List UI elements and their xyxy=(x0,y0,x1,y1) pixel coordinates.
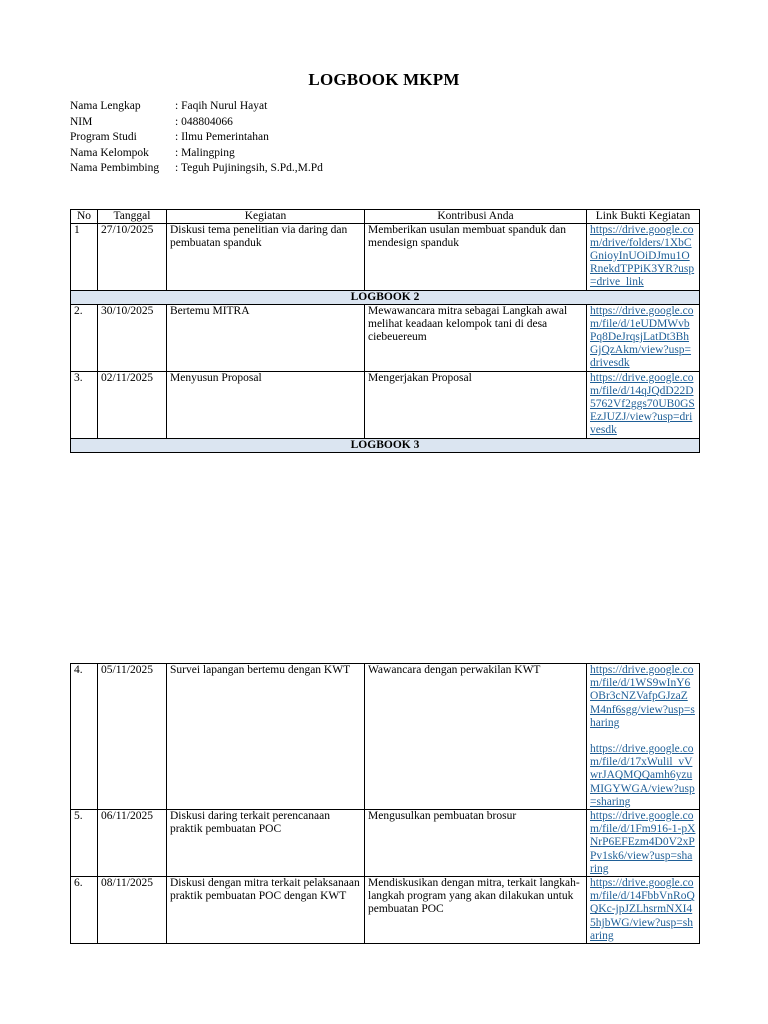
evidence-link[interactable]: https://drive.google.com/file/d/1WS9wInY6OBr3cNZVafpGJzaZM4nf6sgg/view?usp=sharing xyxy=(590,664,695,729)
cell-kegiatan: Diskusi tema penelitian via daring dan pembuatan spanduk xyxy=(167,223,365,290)
table-header-row xyxy=(71,210,700,224)
cell-tanggal: 05/11/2025 xyxy=(98,664,167,810)
evidence-link[interactable]: https://drive.google.com/file/d/17xWulil_vVwrJAQMQQamh6yzuMIGYWGA/view?usp=sharing xyxy=(590,743,695,808)
info-label: Nama Kelompok xyxy=(70,146,149,159)
info-row-advisor xyxy=(70,161,323,177)
cell-link xyxy=(587,664,700,810)
section-row xyxy=(71,438,700,452)
evidence-link[interactable]: https://drive.google.com/file/d/1Fm916-1-pXNrP6EFEzm4D0V2xPPv1sk6/view?usp=sharing xyxy=(590,810,696,875)
table-row xyxy=(71,304,700,371)
info-value: : Teguh Pujiningsih, S.Pd.,M.Pd xyxy=(175,162,323,175)
link-spacer xyxy=(590,730,696,743)
cell-no: 5. xyxy=(71,810,98,877)
cell-no: 1 xyxy=(71,223,98,290)
cell-tanggal: 08/11/2025 xyxy=(98,877,167,944)
cell-no: 4. xyxy=(71,664,98,810)
cell-tanggal: 02/11/2025 xyxy=(98,371,167,438)
info-label: Nama Lengkap xyxy=(70,100,141,112)
table-row xyxy=(71,371,700,438)
table-row xyxy=(71,664,700,810)
cell-link xyxy=(587,304,700,371)
evidence-link[interactable]: https://drive.google.com/file/d/1eUDMWvbPq8DeJrqsjLatDt3BhGjQzAkm/view?usp=drivesdk xyxy=(590,304,694,370)
document-title: LOGBOOK MKPM xyxy=(308,70,460,89)
section-label: LOGBOOK 3 xyxy=(71,438,700,452)
cell-kontribusi: Mengusulkan pembuatan brosur xyxy=(365,810,587,877)
info-value: : 048804066 xyxy=(175,115,233,128)
cell-kontribusi: Mendiskusikan dengan mitra, terkait langkah-langkah program yang akan dilakukan untuk pembuatan POC xyxy=(365,877,587,944)
cell-kontribusi: Memberikan usulan membuat spanduk dan mendesign spanduk xyxy=(365,223,587,290)
cell-kontribusi: Wawancara dengan perwakilan KWT xyxy=(365,664,587,810)
cell-no: 3. xyxy=(71,371,98,438)
cell-kontribusi: Mewawancara mitra sebagai Langkah awal melihat keadaan kelompok tani di desa ciebeuereum xyxy=(365,304,587,371)
cell-no: 2. xyxy=(71,304,98,371)
header-kegiatan: Kegiatan xyxy=(167,210,365,224)
info-label: NIM xyxy=(70,115,93,128)
table-row xyxy=(71,877,700,944)
info-label: Nama Pembimbing xyxy=(70,162,160,175)
evidence-link[interactable]: https://drive.google.com/drive/folders/1XbCGnioyInUOiDJmu1ORnekdTPPiK3YR?usp=drive_link xyxy=(590,223,695,289)
cell-no: 6. xyxy=(71,877,98,944)
cell-kegiatan: Diskusi dengan mitra terkait pelaksanaan praktik pembuatan POC dengan KWT xyxy=(167,877,365,944)
header-link: Link Bukti Kegiatan xyxy=(587,210,700,224)
info-value: : Malingping xyxy=(175,146,235,159)
cell-link xyxy=(587,877,700,944)
info-label: Program Studi xyxy=(70,131,137,144)
cell-tanggal: 06/11/2025 xyxy=(98,810,167,877)
info-row-name xyxy=(70,99,323,115)
header-tanggal: Tanggal xyxy=(98,210,167,224)
table-row xyxy=(71,810,700,877)
cell-kegiatan: Survei lapangan bertemu dengan KWT xyxy=(167,664,365,810)
cell-kegiatan: Bertemu MITRA xyxy=(167,304,365,371)
evidence-link[interactable]: https://drive.google.com/file/d/14qJQdD22D5762Vf2ggs70UB0GSEzJUZJ/view?usp=drivesdk xyxy=(590,371,695,437)
info-row-group xyxy=(70,146,323,162)
student-info xyxy=(70,99,323,177)
info-row-nim xyxy=(70,115,323,131)
info-value: : Faqih Nurul Hayat xyxy=(175,100,268,112)
cell-link xyxy=(587,223,700,290)
header-kontribusi: Kontribusi Anda xyxy=(365,210,587,224)
info-value: : Ilmu Pemerintahan xyxy=(175,131,269,144)
cell-link xyxy=(587,810,700,877)
table-row xyxy=(71,223,700,290)
cell-tanggal: 30/10/2025 xyxy=(98,304,167,371)
cell-kegiatan: Diskusi daring terkait perencanaan praktik pembuatan POC xyxy=(167,810,365,877)
info-row-program xyxy=(70,130,323,146)
cell-tanggal: 27/10/2025 xyxy=(98,223,167,290)
section-label: LOGBOOK 2 xyxy=(71,290,700,304)
section-row xyxy=(71,290,700,304)
logbook-table-continued xyxy=(70,663,700,944)
header-no: No xyxy=(71,210,98,224)
logbook-table xyxy=(70,209,700,453)
cell-kegiatan: Menyusun Proposal xyxy=(167,371,365,438)
evidence-link[interactable]: https://drive.google.com/file/d/14FbbVnRoQQKc-jpJZLhsrmNXI45hjbWG/view?usp=sharing xyxy=(590,877,695,942)
cell-link xyxy=(587,371,700,438)
cell-kontribusi: Mengerjakan Proposal xyxy=(365,371,587,438)
